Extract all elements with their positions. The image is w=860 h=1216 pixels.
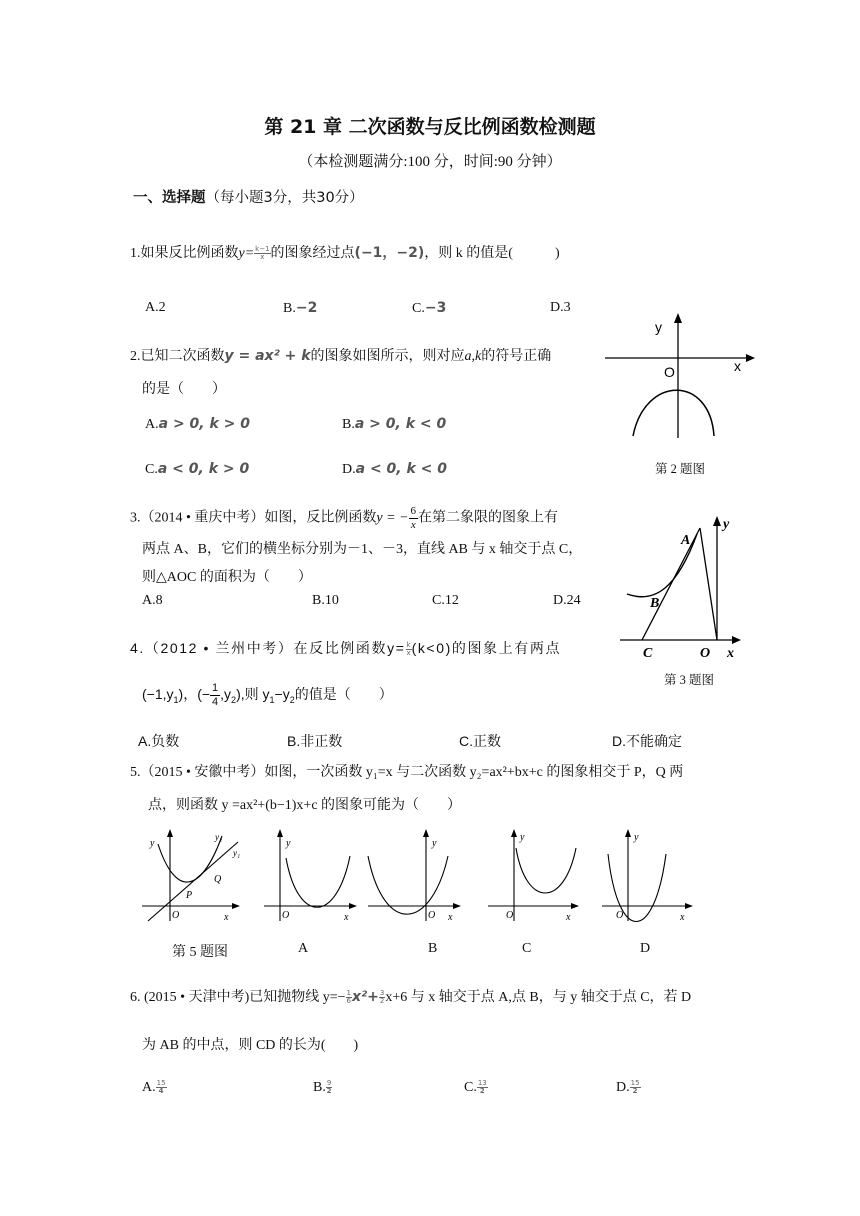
q6-option-b[interactable] [313,1080,332,1096]
q5-b-x-label: x [448,912,453,923]
q1-opt-d-label: D. [550,300,564,315]
q3-label-b: B [650,596,660,611]
q6-opt-d-num: 15 [630,1079,640,1088]
q1-opt-c-value: −3 [424,300,447,316]
q4-option-c[interactable] [459,731,501,751]
q2-opt-b-label: B. [342,417,355,432]
question-5: 5.（2015 • 安徽中考）如图，一次函数 y₁=x 与二次函数 y₂=ax²+bx+c 的图象相交于 P，Q 两 [130,765,684,780]
question-6 [130,986,691,1006]
q5-option-d-figure[interactable] [600,826,700,926]
q6-n1: 1 [346,989,351,998]
q1-opt-a-label: A. [145,300,159,315]
q6-text-b: x+6 与 x 轴交于点 A,点 B，与 y 轴交于点 C，若 D [385,990,692,1005]
q5-main-figure [140,826,250,926]
q6-opt-c-den: 2 [479,1087,485,1096]
q1-opt-d-value: 3 [563,300,571,315]
q1-opt-b-value: −2 [295,300,318,316]
q2-parabola [633,390,714,436]
q1-opt-b-label: B. [283,301,296,316]
q6-opt-c-label: C. [464,1080,477,1095]
q4-fraction-2 [210,682,220,709]
q2-text: 2.已知二次函数 [130,349,225,364]
q5-a-y-label: y [286,838,291,849]
q5-main-q-label: Q [214,874,222,885]
q5-d-y-label: y [634,832,639,843]
q2-opt-d-label: D. [342,462,356,477]
q3-line-3: 则△AOC 的面积为（ ） [142,570,312,585]
q2-x-label: x [734,358,741,374]
q4-p1: (−1,y [142,686,174,703]
q4-opt-b-value: 非正数 [300,733,343,749]
q5-option-a-label[interactable]: A [298,941,309,956]
q3-num: 6 [410,505,417,517]
q3-opt-b-label: B. [312,593,325,608]
q3-line-ao [700,528,717,640]
q4-y: y= [387,640,406,656]
q3-option-a[interactable] [142,593,163,609]
q4-opt-d-label: D. [612,733,626,749]
q1-option-c[interactable] [412,300,446,317]
page-title: 第 21 章 二次函数与反比例函数检测题 [264,116,596,138]
q5-main-y-arrow-icon [167,829,173,837]
q4-p2: )，(− [178,686,211,703]
q1-point: (−1，−2) [354,245,425,261]
q3-option-b[interactable] [312,593,339,609]
q3-label-c: C [643,646,653,661]
q2-formula: y = ax² + k [224,348,311,364]
q1-option-a[interactable] [145,300,166,316]
q3-option-d[interactable] [553,593,581,609]
q4-den: x [406,648,411,657]
q5-c-y-arrow-icon [511,829,517,837]
q4-line-2 [142,682,393,709]
q3-option-c[interactable] [432,593,459,609]
q6-opt-d-den: 2 [632,1087,638,1096]
q5-main-x-arrow-icon [232,903,240,909]
q6-opt-c-fraction [477,1080,488,1095]
q3-label-o: O [700,646,711,661]
q2-figure [600,310,760,445]
q1-den: x [260,253,265,262]
question-2 [130,345,551,365]
q1-text-post: ，则 k 的值是( ) [424,246,560,261]
q5-main-x-label: x [224,912,229,923]
q6-opt-a-num: 15 [156,1079,166,1088]
q4-option-d[interactable] [612,731,682,751]
q2-origin-label: O [664,364,675,380]
q4-text-b: (k<0)的图象上有两点 [411,640,562,656]
q2-opt-c-value: a < 0, k > 0 [157,461,250,477]
q3-text: 3.（2014 • 重庆中考）如图，反比例函数 [130,510,377,526]
section-heading [133,186,364,207]
q3-opt-b-value: 10 [324,593,339,608]
q5-a-x-arrow-icon [349,903,357,909]
q4-s3: 1 [269,695,275,705]
q4-p5: −y [274,686,290,703]
q2-text-post: 的图象如图所示，则对应 [310,349,465,364]
section-name: 一、选择题 [133,190,206,206]
q2-line-2: 的是（ ） [142,382,226,397]
q5-b-y-label: y [432,838,437,849]
q4-opt-d-value: 不能确定 [626,733,682,749]
page-subtitle: （本检测题满分:100 分，时间:90 分钟） [298,154,562,170]
q4-s4: 2 [289,695,295,705]
q2-option-d[interactable] [342,461,447,478]
q2-y-label: y [655,319,662,335]
q6-opt-d-fraction [630,1080,641,1095]
q4-opt-a-label: A. [138,733,152,749]
q6-opt-b-fraction [326,1080,332,1095]
q3-opt-d-label: D. [553,593,567,608]
q6-option-c[interactable] [464,1080,488,1096]
q5-c-parabola [516,848,576,893]
q2-y-arrow-icon [674,313,682,323]
q5-d-y-arrow-icon [625,829,631,837]
q6-x2: x²+ [352,989,379,1005]
q2-option-b[interactable] [342,416,446,433]
q3-label-y: y [723,517,730,532]
q4-option-a[interactable] [138,731,179,751]
q4-opt-a-value: 负数 [151,733,180,749]
q2-option-c[interactable] [145,461,249,478]
q3-opt-a-label: A. [142,593,156,608]
q3-text-b: 在第二象限的图象上有 [418,510,559,526]
q1-fraction [254,246,270,261]
q1-option-d[interactable] [550,300,571,316]
q5-option-c-figure[interactable] [486,826,586,926]
q3-x-arrow-icon [732,636,741,644]
q5-option-d-label[interactable]: D [640,941,651,956]
q2-opt-d-value: a < 0, k < 0 [355,461,448,477]
q5-d-x-label: x [680,912,685,923]
q5-a-x-label: x [344,912,349,923]
q6-opt-a-fraction [156,1080,167,1095]
q4-opt-c-value: 正数 [473,733,501,749]
q5-main-y1-label: y₁ [233,848,241,858]
q2-opt-a-value: a > 0, k > 0 [158,416,251,432]
q6-text: 6. (2015 • 天津中考)已知抛物线 y=− [130,990,346,1005]
q3-opt-c-value: 12 [444,593,459,608]
q2-opt-a-label: A. [145,417,159,432]
q4-opt-c-label: C. [459,733,473,749]
q5-b-parabola [368,856,448,914]
q6-n2: 3 [379,989,385,998]
q3-line-ab [642,528,700,640]
q6-opt-b-num: 9 [326,1079,332,1088]
q1-opt-a-value: 2 [158,300,166,315]
q5-c-x-arrow-icon [571,903,579,909]
q1-option-b[interactable] [283,300,317,317]
q5-d-x-arrow-icon [685,903,693,909]
q6-opt-a-label: A. [142,1080,156,1095]
question-4 [130,638,561,658]
q3-opt-a-value: 8 [155,593,163,608]
q3-label-x: x [727,646,734,661]
question-1 [130,242,560,262]
q3-den: x [410,519,416,531]
q4-p6: 的值是（ ） [294,686,393,703]
q1-y: y= [238,246,255,261]
q6-opt-d-label: D. [616,1080,630,1095]
q3-y-arrow-icon [713,516,721,526]
q5-option-a-figure[interactable] [262,826,362,926]
q4-s2: 2 [231,695,237,705]
q5-option-c-label[interactable]: C [522,941,532,956]
q5-main-y2-label: y₂ [215,832,223,842]
q4-opt-b-label: B. [287,733,301,749]
q6-option-d[interactable] [616,1080,641,1096]
q5-c-x-label: x [566,912,571,923]
q6-opt-b-label: B. [313,1080,326,1095]
q1-text: 1.如果反比例函数 [130,246,239,261]
q3-label-a: A [681,533,691,548]
q4-num: k [406,640,411,649]
q4-option-b[interactable] [287,731,342,751]
q1-opt-c-label: C. [412,301,425,316]
q3-caption: 第 3 题图 [664,673,715,687]
q5-main-y-label: y [150,838,155,849]
q2-caption: 第 2 题图 [655,462,706,476]
q2-text-tail: 的符号正确 [481,349,552,364]
q4-n2: 1 [212,682,219,694]
q6-d2: 2 [379,997,385,1006]
q6-opt-a-den: 4 [158,1087,164,1096]
q6-option-a[interactable] [142,1080,167,1096]
question-3 [130,505,558,532]
q4-text: 4.（2012 • 兰州中考）在反比例函数 [130,640,388,656]
q5-b-o-label: O [428,910,436,921]
q2-opt-b-value: a > 0, k < 0 [354,416,447,432]
q5-a-parabola [286,856,350,907]
q4-p3: ,y [220,686,232,703]
q1-text-mid: 的图象经过点 [270,246,355,261]
q3-fraction [409,505,419,532]
q5-parabola-y2 [158,836,222,882]
q6-line-2: 为 AB 的中点，则 CD 的长为( ) [142,1038,359,1053]
q5-c-y-label: y [520,832,525,843]
q3-line-2: 两点 A、B，它们的横坐标分别为－1、－3，直线 AB 与 x 轴交于点 C， [142,542,583,557]
q4-s1: 1 [173,695,179,705]
q5-d-o-label: O [616,910,624,921]
q6-opt-b-den: 2 [326,1087,332,1096]
q5-a-o-label: O [282,910,290,921]
q2-opt-c-label: C. [145,462,158,477]
q5-main-p-label: P [186,890,193,901]
q1-num: k−1 [255,245,270,254]
q6-opt-c-num: 13 [477,1079,487,1088]
q2-option-a[interactable] [145,416,250,433]
q4-d2: 4 [212,696,219,708]
q5-line-2: 点，则函数 y =ax²+(b−1)x+c 的图象可能为（ ） [148,798,462,813]
q5-b-y-arrow-icon [423,829,429,837]
q5-c-o-label: O [506,910,514,921]
q5-option-b-label[interactable]: B [428,941,438,956]
q5-b-x-arrow-icon [453,903,461,909]
q3-opt-c-label: C. [432,593,445,608]
q3-opt-d-value: 24 [566,593,581,608]
q6-d1: 6 [346,997,351,1006]
section-note: （每小题3分，共30分） [205,190,364,206]
q2-x-arrow-icon [746,354,755,362]
q3-y: y = − [376,510,409,526]
q2-vars: a,k [464,349,482,364]
q5-a-y-arrow-icon [277,829,283,837]
q5-option-b-figure[interactable] [366,826,466,926]
q5-main-o-label: O [172,910,180,921]
q4-p4: ),则 y [236,686,270,703]
q3-figure [615,512,750,662]
q5-main-caption: 第 5 题图 [172,945,228,960]
